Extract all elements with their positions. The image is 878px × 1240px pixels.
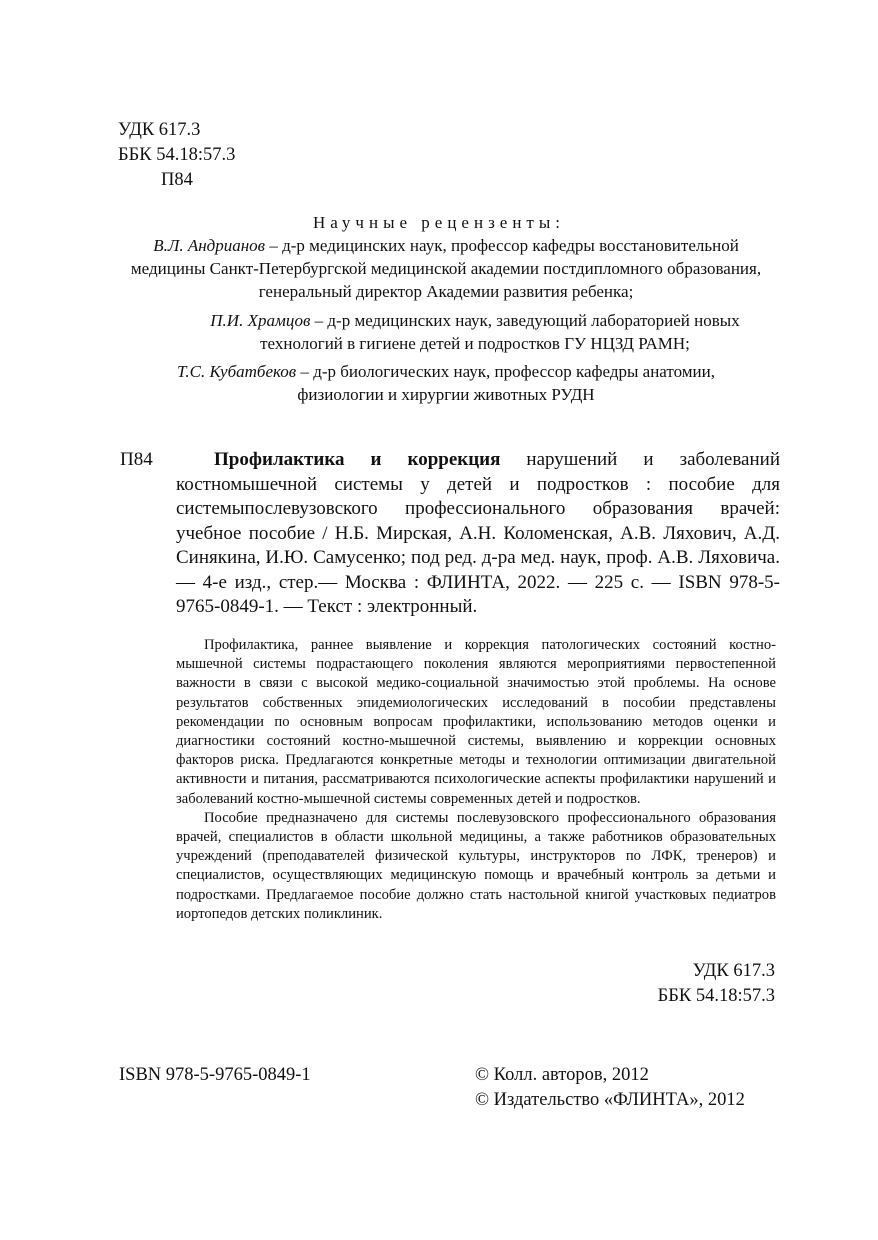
isbn: ISBN 978-5-9765-0849-1 (119, 1065, 311, 1085)
udk-block-top (118, 118, 235, 193)
reviewer-name: В.Л. Андрианов (153, 236, 266, 255)
bibliographic-text (176, 448, 780, 620)
reviewers-title: Научные рецензенты: (312, 213, 566, 232)
bbk-code: ББК 54.18:57.3 (118, 145, 236, 165)
udk-code: УДК 617.3 (692, 961, 775, 981)
reviewer-description: – д-р биологических наук, профессор кафедры анатомии, физиологии и хирургии животных РУДН (296, 362, 715, 404)
reviewer-description: – д-р медицинских наук, профессор кафедры восстановительной медицины Санкт-Петербургской медицинской академии постдипломного образования, генеральный директор Академии развития ребенка; (130, 236, 762, 301)
book-title: Профилактика и коррекция (214, 449, 501, 470)
bbk-code: ББК 54.18:57.3 (657, 986, 775, 1006)
annotation-paragraph: Пособие предназначено для системы послевузовского профессионального образования врачей, специалистов в области школьной медицины, а также работников образовательных учреждений (преподавателей физической культуры, инструкторов по ЛФК, тренеров) и специалистов, осуществляющих медицинскую помощь и врачебный контроль за детьми и подростками. Предлагаемое пособие должно стать настольной книгой участковых педиатров иортопедов детских поликлиник. (176, 809, 776, 922)
bibliographic-code: П84 (120, 449, 153, 470)
bibliographic-details: нарушений и заболеваний костномышечной системы у детей и подростков : пособие для системыпослевузовского профессионального образования врачей: учебное пособие / Н.Б. Мирская, А.Н. Коломенская, А.В. Ляхович, А.Д. Синякина, И.Ю. Самусенко; под ред. д-ра мед. наук, проф. А.В. Ляховича. — 4-е изд., стер.— Москва : ФЛИНТА, 2022. — 225 с. — ISBN 978-5-9765-0849-1. — Текст : электронный. (176, 449, 780, 617)
annotation (176, 636, 776, 924)
reviewer-name: Т.С. Кубатбеков (177, 362, 297, 381)
reviewer-entry (175, 309, 775, 355)
reviewer-entry (135, 360, 757, 406)
udk-block-bottom (580, 959, 775, 1009)
udk-code: УДК 617.3 (118, 120, 201, 140)
reviewer-description: – д-р медицинских наук, заведующий лабораторией новых технологий в гигиене детей и подростков ГУ НЦЗД РАМН; (260, 311, 740, 353)
copyright-authors: © Колл. авторов, 2012 (475, 1065, 649, 1085)
reviewer-name: П.И. Храмцов (210, 311, 311, 330)
copyright-block (475, 1063, 745, 1113)
bibliographic-record (120, 448, 780, 620)
author-code: П84 (161, 170, 193, 190)
reviewer-entry (120, 234, 772, 303)
copyright-publisher: © Издательство «ФЛИНТА», 2012 (475, 1090, 745, 1110)
annotation-paragraph: Профилактика, раннее выявление и коррекция патологических состояний костно-мышечной системы подрастающего поколения являются мероприятиями первостепенной важности в связи с высокой медико-социальной значимостью этой проблемы. На основе результатов собственных эпидемиологических исследований в пособии представлены рекомендации по основным вопросам профилактики, использованию методов оценки и диагностики состояний костно-мышечной системы, выявлению и коррекции основных факторов риска. Предлагаются конкретные методы и технологии оптимизации двигательной активности и питания, рассматриваются психологические аспекты профилактики нарушений и заболеваний костно-мышечной системы современных детей и подростков. (176, 637, 776, 807)
